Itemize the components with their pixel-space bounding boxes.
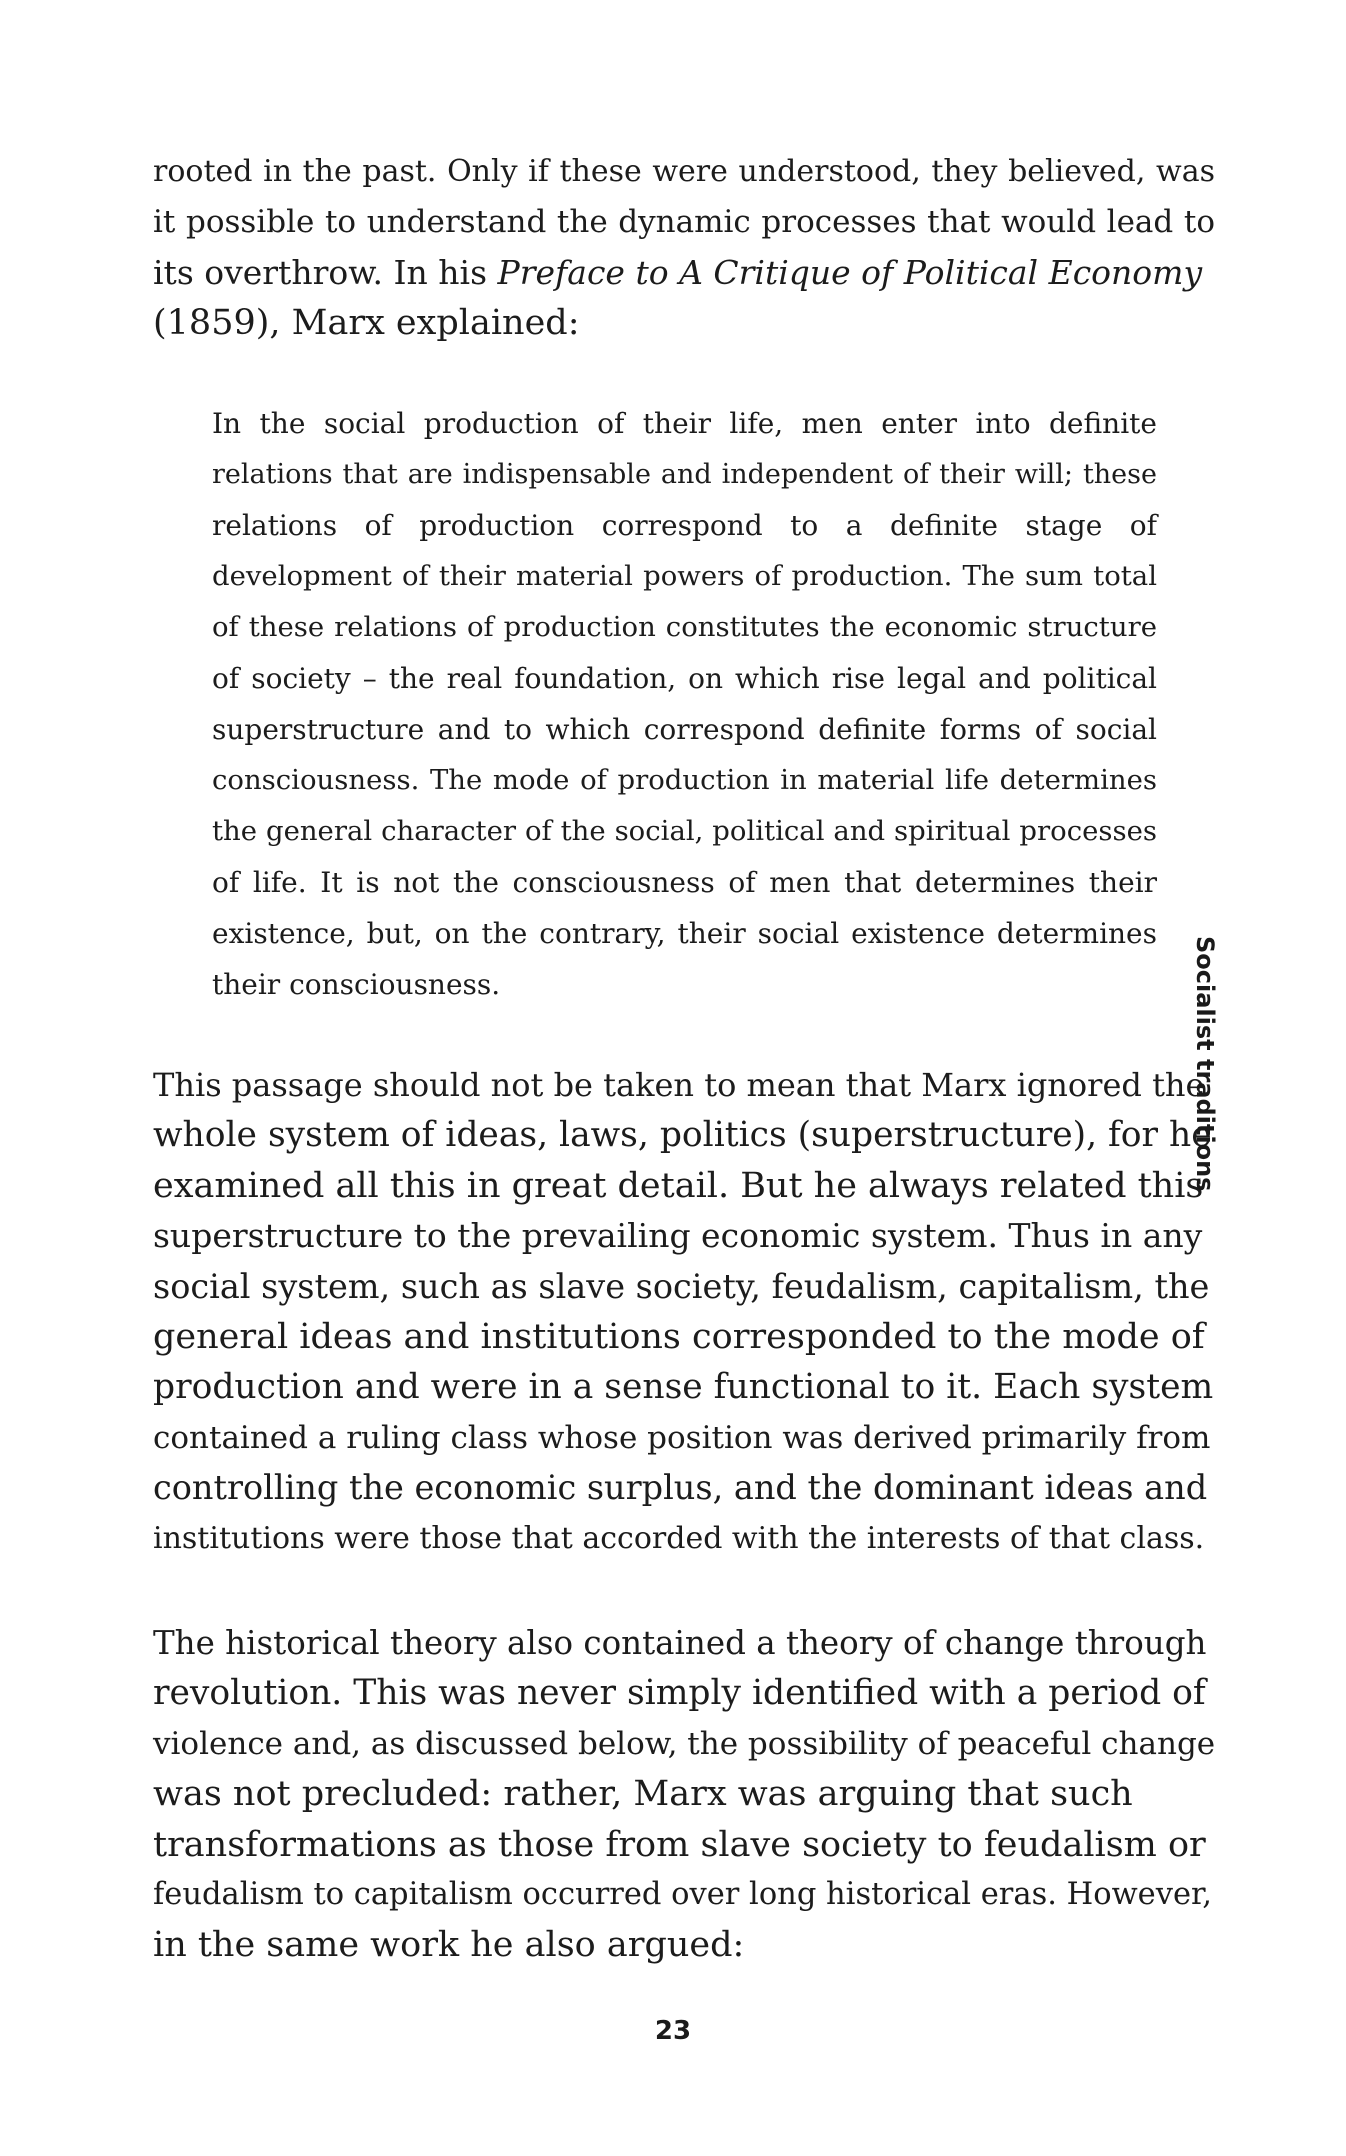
text-line: contained a ruling class whose position was derived primarily from [153, 1419, 1211, 1456]
paragraph-1 [153, 147, 1215, 349]
quote-line: of these relations of production constitutes the economic structure [212, 611, 1157, 643]
quote-line: the general character of the social, political and spiritual processes [212, 815, 1157, 847]
quote-line: of life. It is not the consciousness of men that determines their [212, 866, 1157, 899]
text-line: was not precluded: rather, Marx was arguing that such [153, 1774, 1133, 1815]
text-line: rooted in the past. Only if these were understood, they believed, was [153, 154, 1215, 189]
quote-line: their consciousness. [212, 968, 501, 1001]
text-line: whole system of ideas, laws, politics (superstructure), for he [153, 1115, 1212, 1156]
text-line: production and were in a sense functional to it. Each system [153, 1367, 1214, 1408]
quote-line: of society – the real foundation, on which rise legal and political [212, 662, 1157, 695]
text-line: controlling the economic surplus, and the dominant ideas and [153, 1468, 1208, 1508]
text-line-with-title [153, 248, 1215, 298]
text-line: (1859), Marx explained: [153, 303, 580, 344]
quote-line: superstructure and to which correspond definite forms of social [212, 713, 1157, 746]
text-line: general ideas and institutions corresponded to the mode of [153, 1317, 1205, 1358]
quote-line: relations that are indispensable and independent of their will; these [212, 459, 1157, 490]
quote-line: In the social production of their life, men enter into definite [212, 407, 1157, 440]
text-line: in the same work he also argued: [153, 1925, 745, 1966]
text-line: violence and, as discussed below, the possibility of peaceful change [153, 1725, 1216, 1762]
text-line: This passage should not be taken to mean that Marx ignored the [153, 1066, 1205, 1104]
running-head: Socialist traditions [1191, 936, 1219, 1192]
text-line: feudalism to capitalism occurred over long historical eras. However, [153, 1877, 1212, 1913]
quote-line: development of their material powers of production. The sum total [212, 560, 1157, 592]
text-line: transformations as those from slave society to feudalism or [153, 1824, 1206, 1865]
text-line: The historical theory also contained a theory of change through [153, 1624, 1207, 1662]
block-quote [212, 398, 1157, 1010]
book-title: Preface to A Critique of Political Economy [497, 252, 1203, 292]
text-fragment: its overthrow. In his [153, 252, 498, 292]
text-line: revolution. This was never simply identified with a period of [153, 1673, 1206, 1714]
quote-line: consciousness. The mode of production in material life determines [212, 764, 1157, 796]
text-line: social system, such as slave society, feudalism, capitalism, the [153, 1266, 1210, 1306]
paragraph-3 [153, 1618, 1215, 1971]
paragraph-2 [153, 1060, 1215, 1564]
quote-line: existence, but, on the contrary, their social existence determines [212, 917, 1157, 950]
page-number: 23 [654, 2016, 692, 2046]
quote-line: relations of production correspond to a definite stage of [212, 509, 1157, 542]
text-line: it possible to understand the dynamic processes that would lead to [153, 204, 1215, 241]
text-line: examined all this in great detail. But he always related this [153, 1165, 1204, 1206]
text-line: institutions were those that accorded with the interests of that class. [153, 1520, 1205, 1556]
text-line: superstructure to the prevailing economic system. Thus in any [153, 1216, 1203, 1256]
